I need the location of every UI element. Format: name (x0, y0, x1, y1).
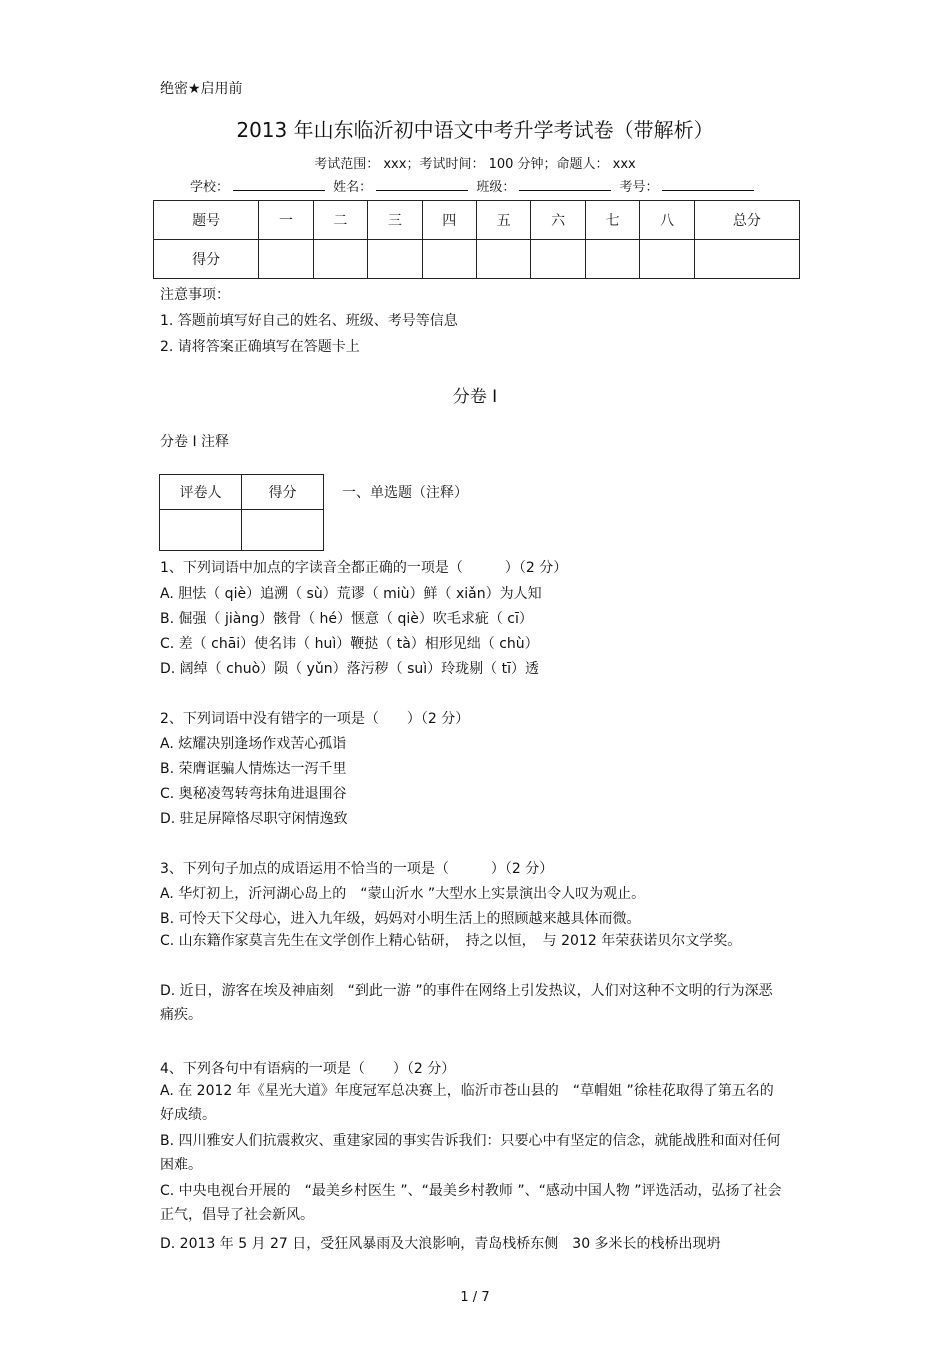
score-cell[interactable] (640, 240, 694, 279)
confidential-mark: 绝密★启用前 (160, 81, 243, 97)
score-cell[interactable] (313, 240, 367, 279)
score-header-cell: 六 (531, 201, 585, 240)
volume-subtitle: 分卷 I 注释 (160, 434, 230, 450)
question-option: B. 可怜天下父母心，进入九年级，妈妈对小明生活上的照顾越来越具体而微。 (160, 911, 641, 927)
question-option: D. 2013 年 5 月 27 日，受狂风暴雨及大浪影响，青岛栈桥东侧 30 多米长的栈桥出现坍 (160, 1236, 721, 1252)
grader-score-cell[interactable] (242, 510, 324, 551)
page-number: 1 / 7 (460, 1290, 490, 1305)
question-stem: 1、下列词语中加点的字读音全都正确的一项是（ ）（2 分） (160, 560, 568, 576)
score-table (153, 200, 800, 279)
score-cell[interactable] (694, 240, 799, 279)
class-label: 班级： (476, 180, 516, 195)
notice-title: 注意事项： (160, 287, 230, 303)
question-stem: 3、下列句子加点的成语运用不恰当的一项是（ ）（2 分） (160, 861, 554, 877)
score-row-label: 得分 (154, 240, 259, 279)
score-header-cell: 一 (259, 201, 313, 240)
score-header-cell: 二 (313, 201, 367, 240)
name-blank[interactable] (376, 178, 468, 191)
question-option: C. 奥秘凌驾转弯抹角进退围谷 (160, 786, 347, 802)
question-option: B. 倔强（ jiàng）骸骨（ hé）惬意（ qiè）吹毛求疵（ cī） (160, 611, 533, 627)
score-header-cell: 三 (368, 201, 422, 240)
school-blank[interactable] (233, 178, 325, 191)
number-blank[interactable] (662, 178, 754, 191)
question-option: C. 差（ chāi）使名讳（ huì）鞭挞（ tà）相形见绌（ chù） (160, 636, 539, 652)
score-cell[interactable] (585, 240, 639, 279)
question-option: C. 山东籍作家莫言先生在文学创作上精心钻研， 持之以恒， 与 2012 年荣获诺贝尔文学奖。 (160, 933, 742, 949)
score-cell[interactable] (368, 240, 422, 279)
score-header-cell: 总分 (694, 201, 799, 240)
score-header-cell: 四 (422, 201, 476, 240)
notice-item: 1. 答题前填写好自己的姓名、班级、考号等信息 (160, 313, 458, 329)
student-fields (190, 176, 758, 195)
score-header-cell: 七 (585, 201, 639, 240)
question-stem: 4、下列各句中有语病的一项是（ ）（2 分） (160, 1061, 456, 1077)
grader-header: 评卷人 (160, 475, 242, 510)
question-option: A. 胆怯（ qiè）追溯（ sù）荒谬（ miù）鲜（ xiǎn）为人知 (160, 586, 542, 602)
question-option: B. 四川雅安人们抗震救灾、重建家园的事实告诉我们：只要心中有坚定的信念，就能战胜和面对任何困难。 (160, 1133, 781, 1173)
section-heading: 一、单选题（注释） (342, 485, 468, 501)
page-title: 2013 年山东临沂初中语文中考升学考试卷（带解析） (236, 118, 714, 142)
score-header-cell: 题号 (154, 201, 259, 240)
volume-title: 分卷 I (452, 387, 498, 407)
question-stem: 2、下列词语中没有错字的一项是（ ）（2 分） (160, 711, 470, 727)
name-label: 姓名： (333, 180, 373, 195)
school-label: 学校： (190, 180, 230, 195)
question-option: D. 阔绰（ chuò）陨（ yǔn）落污秽（ suì）玲珑剔（ tī）透 (160, 661, 539, 677)
grader-table (159, 474, 324, 551)
class-blank[interactable] (519, 178, 611, 191)
score-cell[interactable] (422, 240, 476, 279)
score-cell[interactable] (259, 240, 313, 279)
score-header-row (154, 201, 800, 240)
exam-meta: 考试范围： xxx；考试时间： 100 分钟；命题人： xxx (314, 157, 636, 172)
question-option: B. 荣膺诓骗人情炼达一泻千里 (160, 761, 347, 777)
notice-item: 2. 请将答案正确填写在答题卡上 (160, 339, 360, 355)
score-header-cell: 八 (640, 201, 694, 240)
question-option: D. 近日，游客在埃及神庙刻 “到此一游 ”的事件在网络上引发热议，人们对这种不文明的行为深恶痛疾。 (160, 983, 773, 1023)
grader-cell[interactable] (160, 510, 242, 551)
score-cell[interactable] (476, 240, 530, 279)
question-option: A. 华灯初上，沂河湖心岛上的 “蒙山沂水 ”大型水上实景演出令人叹为观止。 (160, 886, 646, 902)
score-value-row (154, 240, 800, 279)
question-option: A. 在 2012 年《星光大道》年度冠军总决赛上，临沂市苍山县的 “草帽姐 ”徐桂花取得了第五名的好成绩。 (160, 1083, 774, 1123)
grader-score-header: 得分 (242, 475, 324, 510)
score-cell[interactable] (531, 240, 585, 279)
question-option: A. 炫耀决别逢场作戏苦心孤诣 (160, 736, 347, 752)
number-label: 考号： (619, 180, 659, 195)
question-option: D. 驻足屏障恪尽职守闲情逸致 (160, 811, 348, 827)
question-option: C. 中央电视台开展的 “最美乡村医生 ”、“最美乡村教师 ”、“感动中国人物 ”评选活动，弘扬了社会正气，倡导了社会新风。 (160, 1183, 782, 1223)
score-header-cell: 五 (476, 201, 530, 240)
